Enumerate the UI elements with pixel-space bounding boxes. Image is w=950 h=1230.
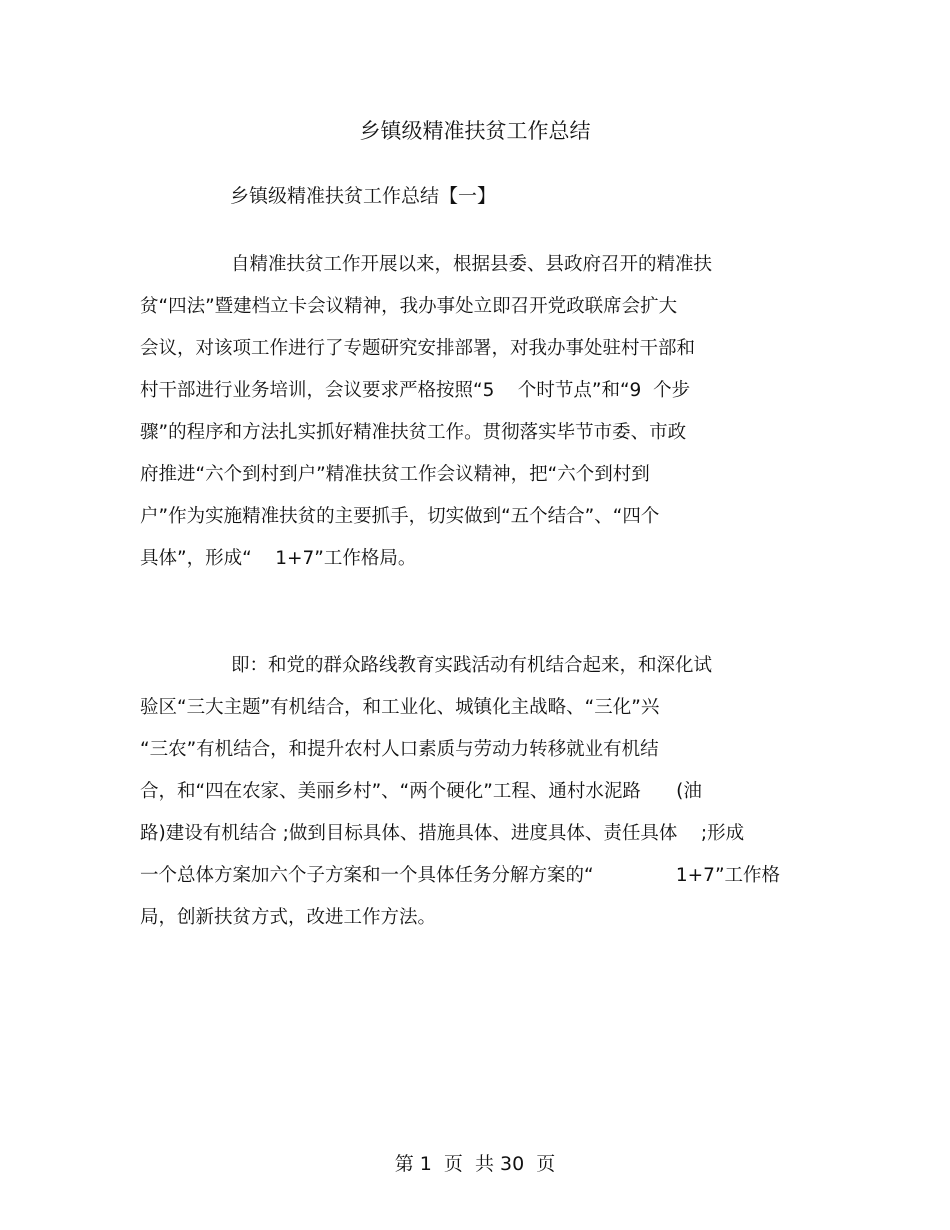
- paragraph-line: 自精准扶贫工作开展以来，根据县委、县政府召开的精准扶: [231, 254, 713, 275]
- paragraph-line: 即：和党的群众路线教育实践活动有机结合起来，和深化试: [231, 655, 713, 676]
- paragraph-line: 具体”，形成“ 1+7”工作格局。: [140, 548, 417, 569]
- paragraph-2: [140, 645, 900, 939]
- paragraph-line: 骤”的程序和方法扎实抓好精准扶贫工作。贯彻落实毕节市委、市政: [140, 422, 687, 443]
- paragraph-1: [140, 244, 900, 580]
- document-title: 乡镇级精准扶贫工作总结: [359, 119, 591, 143]
- paragraph-line: 贫“四法”暨建档立卡会议精神，我办事处立即召开党政联席会扩大: [140, 296, 678, 317]
- page-number-footer: 第 1 页 共 30 页: [394, 1153, 556, 1175]
- paragraph-line: “三农”有机结合，和提升农村人口素质与劳动力转移就业有机结: [140, 739, 659, 760]
- paragraph-line: 府推进“六个到村到户”精准扶贫工作会议精神，把“六个到村到: [140, 464, 650, 485]
- paragraph-line: 局，创新扶贫方式，改进工作方法。: [140, 907, 437, 928]
- paragraph-line: 合，和“四在农家、美丽乡村”、“两个硬化”工程、通村水泥路 (油: [140, 781, 702, 802]
- section-heading: 乡镇级精准扶贫工作总结【一】: [230, 185, 497, 207]
- paragraph-line: 村干部进行业务培训，会议要求严格按照“5 个时节点”和“9 个步: [140, 380, 691, 401]
- paragraph-line: 验区“三大主题”有机结合，和工业化、城镇化主战略、“三化”兴: [140, 697, 660, 718]
- paragraph-line: 一个总体方案加六个子方案和一个具体任务分解方案的“ 1+7”工作格: [140, 865, 781, 886]
- paragraph-line: 路)建设有机结合 ;做到目标具体、措施具体、进度具体、责任具体 ;形成: [140, 823, 745, 844]
- paragraph-line: 会议，对该项工作进行了专题研究安排部署，对我办事处驻村干部和: [140, 338, 696, 359]
- paragraph-line: 户”作为实施精准扶贫的主要抓手，切实做到“五个结合”、“四个: [140, 506, 660, 527]
